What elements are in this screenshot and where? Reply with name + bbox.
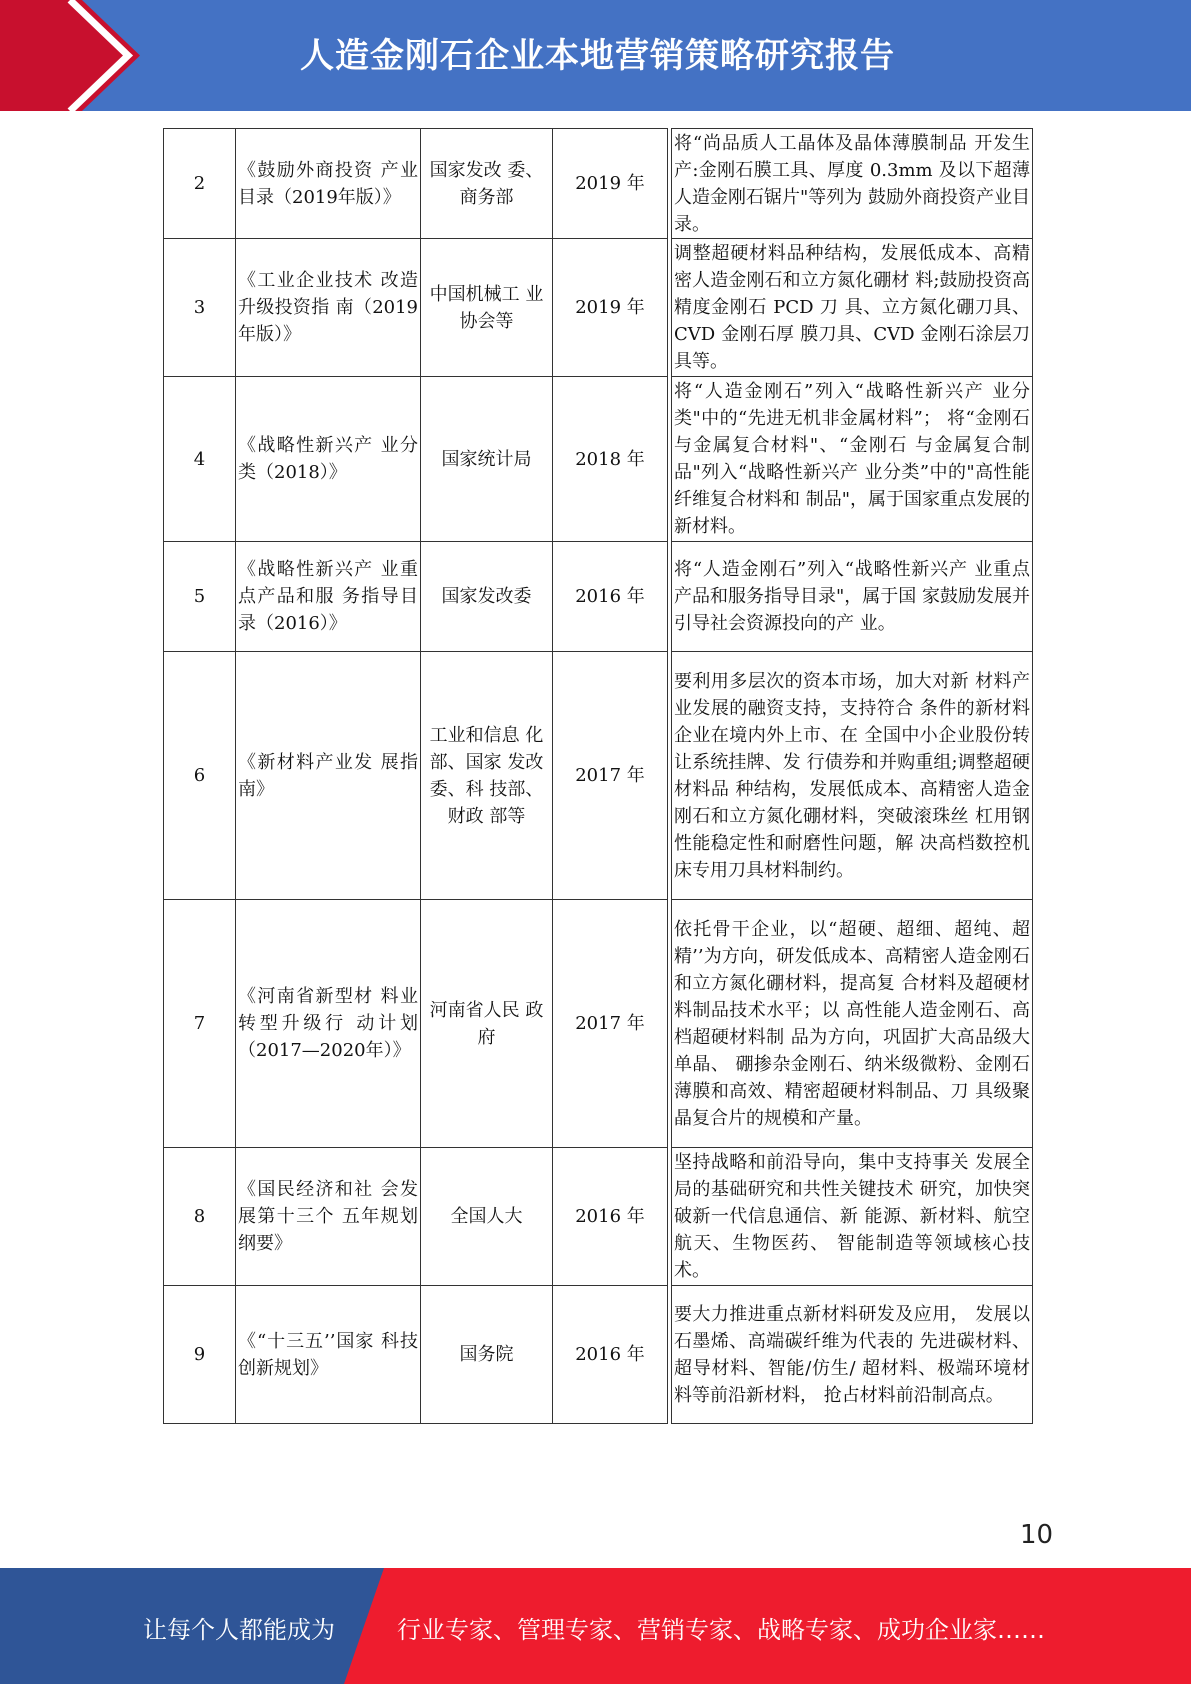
row-number: 4	[164, 377, 236, 542]
policy-name: 《工业企业技术 改造升级投资指 南（2019年版）》	[236, 239, 421, 377]
header-arrow-decoration	[0, 0, 160, 111]
policy-name: 《战略性新兴产 业重点产品和服 务指导目录（2016）》	[236, 542, 421, 652]
policy-name: 《河南省新型材 料业转型升级行 动计划（2017—2020年）》	[236, 900, 421, 1148]
row-number: 6	[164, 652, 236, 900]
issuing-department: 中国机械工 业协会等	[421, 239, 553, 377]
row-number: 9	[164, 1286, 236, 1424]
policy-description: 要利用多层次的资本市场，加大对新 材料产业发展的融资支持，支持符合 条件的新材料企业在境内外上市、在 全国中小企业股份转让系统挂牌、发 行债券和并购重组;调整超硬材料品 种结构，发展低成本、高精密人造金 刚石和立方氮化硼材料，突破滚珠丝 杠用钢性能稳定性和耐磨性问题，解 决高档数控机床专用刀具材料制约。	[672, 652, 1033, 900]
policy-description: 调整超硬材料品种结构，发展低成本、高精密人造金刚石和立方氮化硼材 料;鼓励投资高精度金刚石 PCD 刀 具、立方氮化硼刀具、CVD 金刚石厚 膜刀具、CVD 金刚石涂层刀具等。	[672, 239, 1033, 377]
page-header	[0, 0, 1191, 111]
issuing-department: 国家统计局	[421, 377, 553, 542]
issue-year: 2019 年	[553, 239, 668, 377]
report-title: 人造金刚石企业本地营销策略研究报告	[300, 36, 895, 76]
issue-year: 2017 年	[553, 652, 668, 900]
policy-description: 坚持战略和前沿导向，集中支持事关 发展全局的基础研究和共性关键技术 研究，加快突破新一代信息通信、新 能源、新材料、航空航天、生物医药、 智能制造等领域核心技术。	[672, 1148, 1033, 1286]
issue-year: 2016 年	[553, 1148, 668, 1286]
row-number: 7	[164, 900, 236, 1148]
table-row	[164, 239, 1033, 377]
policy-name: 《国民经济和社 会发展第十三个 五年规划纲要》	[236, 1148, 421, 1286]
row-number: 2	[164, 129, 236, 239]
table-row	[164, 1286, 1033, 1424]
page-footer	[0, 1568, 1191, 1684]
row-number: 8	[164, 1148, 236, 1286]
issue-year: 2019 年	[553, 129, 668, 239]
footer-slogan-right: 行业专家、管理专家、营销专家、战略专家、成功企业家……	[397, 1616, 1045, 1644]
policy-description: 依托骨干企业，以“超硬、超细、超纯、超精’’为方向，研发低成本、高精密人造金刚石和立方氮化硼材料，提高复 合材料及超硬材料制品技术水平；以 高性能人造金刚石、高档超硬材料制 品为方向，巩固扩大高品级大单晶、 硼掺杂金刚石、纳米级微粉、金刚石 薄膜和高效、精密超硬材料制品、刀 具级聚晶复合片的规模和产量。	[672, 900, 1033, 1148]
issue-year: 2016 年	[553, 542, 668, 652]
policy-description: 将“人造金刚石”列入“战略性新兴产 业分类"中的“先进无机非金属材料”； 将“金刚石与金属复合材料"、“金刚石 与金属复合制品"列入“战略性新兴产 业分类”中的"高性能纤维复合材料和 制品"，属于国家重点发展的新材料。	[672, 377, 1033, 542]
policy-name: 《新材料产业发 展指南》	[236, 652, 421, 900]
policy-description: 要大力推进重点新材料研发及应用， 发展以石墨烯、高端碳纤维为代表的 先进碳材料、超导材料、智能/仿生/ 超材料、极端环境材料等前沿新材料， 抢占材料前沿制高点。	[672, 1286, 1033, 1424]
policy-name: 《鼓励外商投资 产业目录（2019年版）》	[236, 129, 421, 239]
table-row	[164, 377, 1033, 542]
issuing-department: 全国人大	[421, 1148, 553, 1286]
table-row	[164, 900, 1033, 1148]
policy-name: 《战略性新兴产 业分类（2018）》	[236, 377, 421, 542]
table-row	[164, 1148, 1033, 1286]
table-row	[164, 129, 1033, 239]
footer-slogan-left: 让每个人都能成为	[143, 1616, 335, 1644]
table-row	[164, 652, 1033, 900]
issue-year: 2017 年	[553, 900, 668, 1148]
policy-table	[163, 128, 1033, 1424]
issuing-department: 工业和信息 化部、国家 发改委、科 技部、财政 部等	[421, 652, 553, 900]
issuing-department: 河南省人民 政府	[421, 900, 553, 1148]
policy-description: 将“尚品质人工晶体及晶体薄膜制品 开发生产:金刚石膜工具、厚度 0.3mm 及以下超薄人造金刚石锯片"等列为 鼓励外商投资产业目录。	[672, 129, 1033, 239]
issuing-department: 国家发改委	[421, 542, 553, 652]
issuing-department: 国家发改 委、商务部	[421, 129, 553, 239]
table-row	[164, 542, 1033, 652]
policy-description: 将“人造金刚石”列入“战略性新兴产 业重点产品和服务指导目录"，属于国 家鼓励发展并引导社会资源投向的产 业。	[672, 542, 1033, 652]
issue-year: 2016 年	[553, 1286, 668, 1424]
issue-year: 2018 年	[553, 377, 668, 542]
policy-name: 《“十三五’’国家 科技创新规划》	[236, 1286, 421, 1424]
issuing-department: 国务院	[421, 1286, 553, 1424]
page-number: 10	[1020, 1520, 1054, 1550]
row-number: 5	[164, 542, 236, 652]
row-number: 3	[164, 239, 236, 377]
